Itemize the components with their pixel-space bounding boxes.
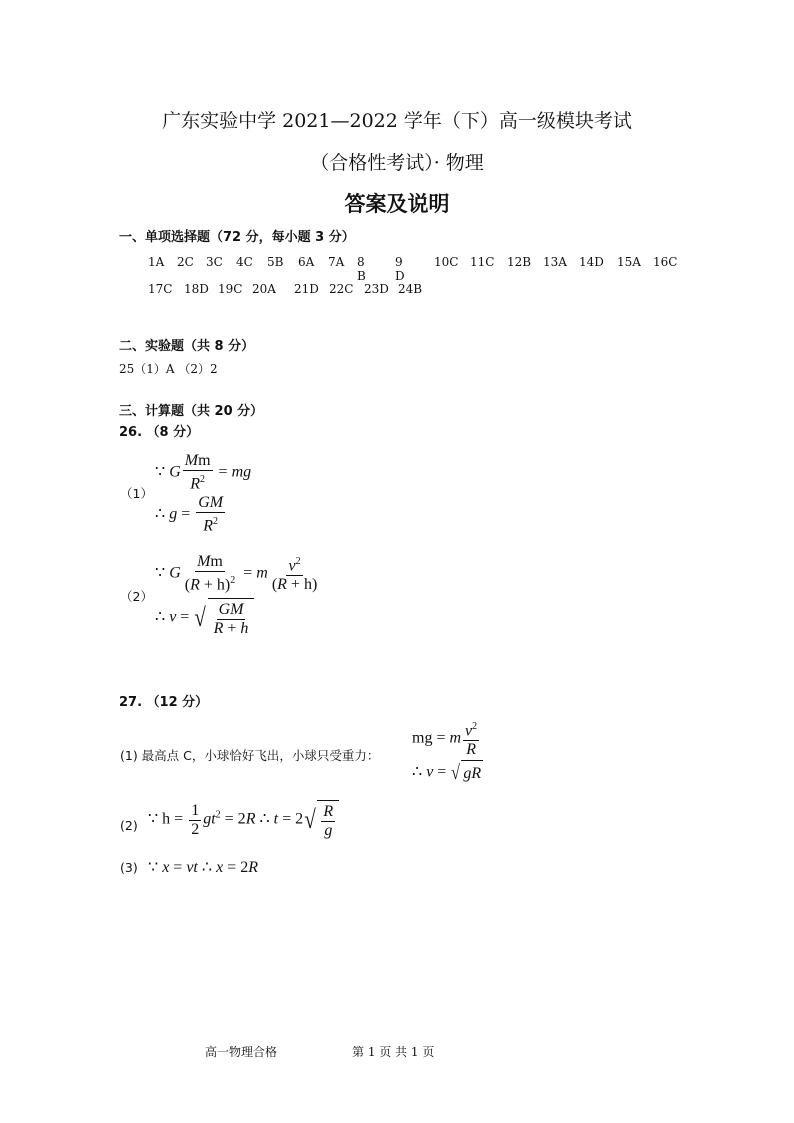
q27-eq4: ∵ x = vt ∴ x = 2R: [148, 859, 258, 876]
exam-title: 广东实验中学 2021—2022 学年（下）高一级模块考试: [162, 110, 632, 132]
answer-heading: 答案及说明: [344, 192, 450, 216]
answer-item: 3C: [206, 255, 223, 269]
q25-answer: 25（1）A （2）2: [119, 362, 218, 376]
q27-part1-text: (1) 最高点 C，小球恰好飞出，小球只受重力：: [120, 748, 380, 763]
footer-page-number: 第 1 页 共 1 页: [352, 1045, 435, 1059]
q27-eq1: mg = m $\frac{v^2}{R}$: [412, 718, 481, 759]
q27-label: 27. （12 分）: [119, 695, 209, 710]
answer-item: 12B: [507, 255, 532, 269]
q26-eq2: ∴ g = $\frac{GM}{R^2}$: [155, 494, 224, 535]
answer-item: 19C: [218, 282, 243, 296]
answer-item: 21D: [294, 282, 319, 296]
answer-item: 15A: [617, 255, 641, 269]
q26-eq1: ∵ G $\frac{Mm}{R^2}$ = mg: [155, 452, 252, 493]
answer-item: 17C: [148, 282, 173, 296]
exam-subtitle: （合格性考试）· 物理: [310, 152, 484, 174]
q26-eq4: ∴ v = √ $\frac{GM}{R + h}$: [155, 598, 254, 638]
answer-item: 18D: [184, 282, 209, 296]
section-3-heading: 三、计算题（共 20 分）: [119, 404, 264, 419]
answer-item: 16C: [653, 255, 678, 269]
q26-label: 26. （8 分）: [119, 425, 200, 440]
answer-item: 6A: [298, 255, 315, 269]
answer-item: 2C: [177, 255, 194, 269]
q26-part2-label: （2）: [120, 589, 153, 604]
q26-part1-label: （1）: [120, 486, 153, 501]
answer-item: 11C: [470, 255, 495, 269]
answer-item: 1A: [148, 255, 165, 269]
q27-part2-label: (2): [120, 818, 138, 833]
q27-part3-label: (3): [120, 860, 138, 875]
q27-eq2: ∴ v = √ gR: [412, 762, 482, 784]
answer-item: 10C: [434, 255, 459, 269]
answer-item: 13A: [543, 255, 567, 269]
answer-item: 22C: [329, 282, 354, 296]
footer-course: 高一物理合格: [205, 1045, 278, 1059]
answer-item: 24B: [398, 282, 423, 296]
answer-item: 23D: [364, 282, 389, 296]
q27-eq3: ∵ h = $\frac{1}{2}$ $gt^2 = 2R$ ∴ t = 2 √ $\frac{R}{g}$: [148, 800, 339, 840]
answer-item: 9 D: [395, 255, 405, 283]
answer-item: 4C: [236, 255, 253, 269]
q26-eq3: ∵ G $\frac{Mm}{(R + h)^2}$ = m $\frac{v^2}{(R + h)}$: [155, 553, 318, 594]
answer-item: 5B: [267, 255, 284, 269]
answer-item: 8 B: [357, 255, 366, 283]
section-2-heading: 二、实验题（共 8 分）: [119, 339, 255, 354]
answer-item: 7A: [328, 255, 345, 269]
answer-item: 14D: [579, 255, 604, 269]
section-1-heading: 一、单项选择题（72 分，每小题 3 分）: [119, 230, 355, 245]
answer-item: 20A: [252, 282, 276, 296]
